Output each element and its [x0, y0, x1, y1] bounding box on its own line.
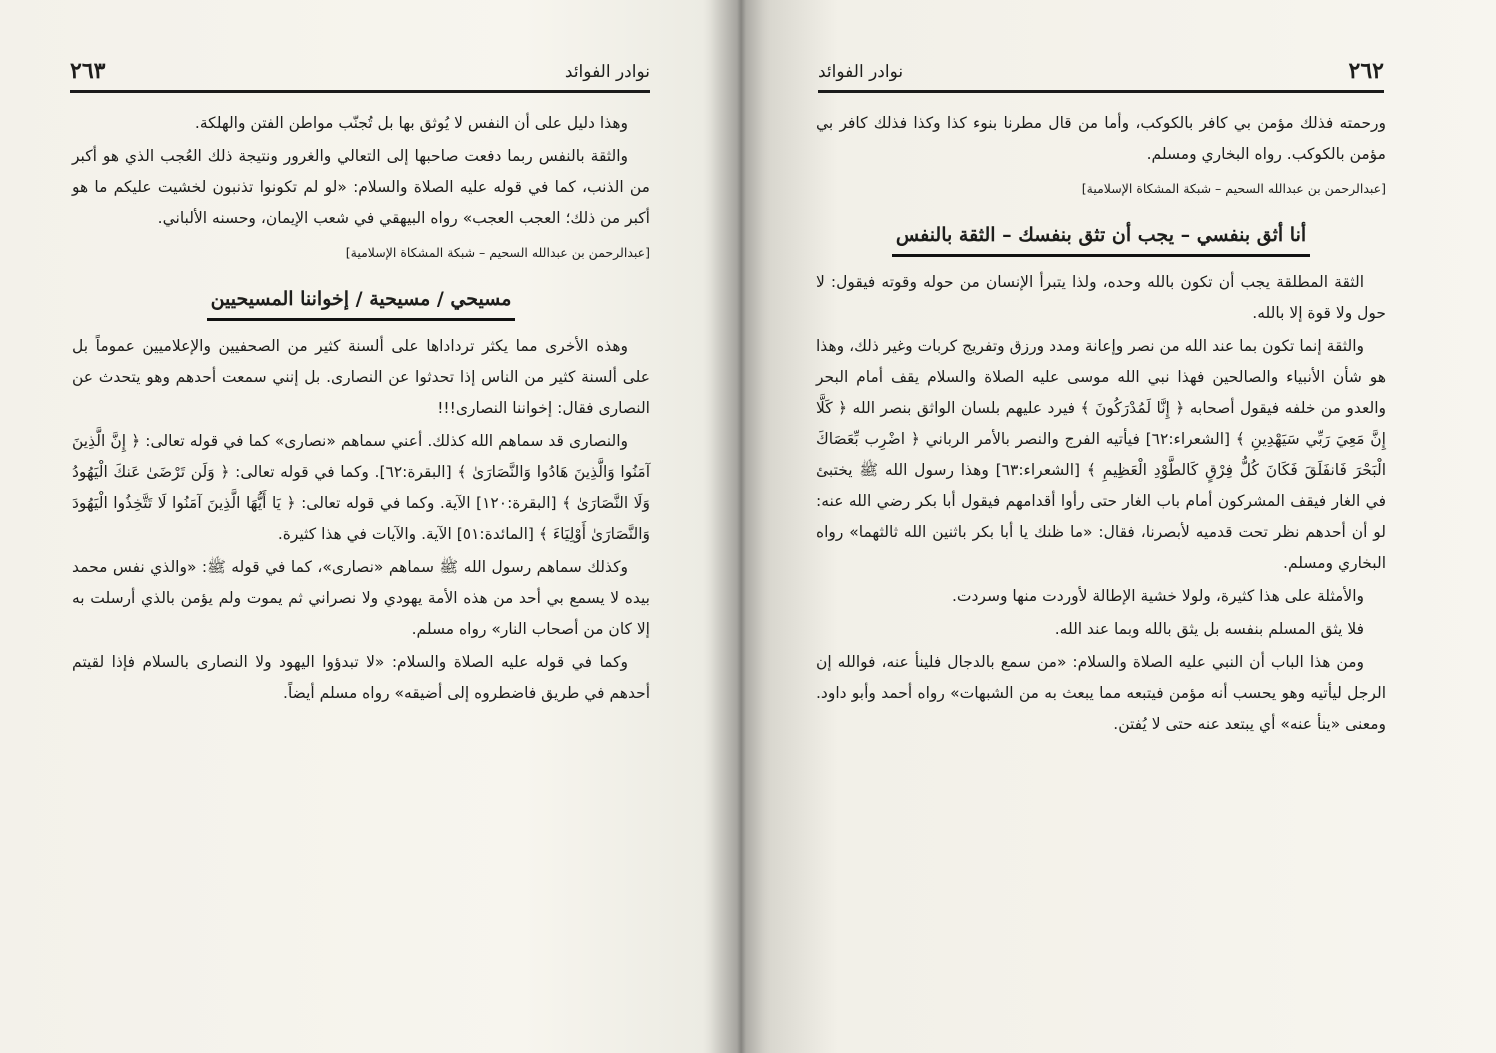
right-page — [756, 0, 1496, 1053]
left-page — [0, 0, 740, 1053]
paragraph: ورحمته فذلك مؤمن بي كافر بالكوكب، وأما من قال مطرنا بنوء كذا وكذا فذلك كافر بي مؤمن بالكوكب. رواه البخاري ومسلم. — [816, 114, 1386, 163]
paragraph: وكما في قوله عليه الصلاة والسلام: «لا تبدؤوا اليهود ولا النصارى بالسلام فإذا لقيتم أحدهم في طريق فاضطروه إلى أضيقه» رواه مسلم أيضاً. — [72, 653, 650, 702]
header-rule — [70, 90, 650, 93]
left-running-head — [70, 58, 650, 90]
section-heading — [816, 218, 1386, 257]
paragraph: والثقة بالنفس ربما دفعت صاحبها إلى التعالي والغرور ونتيجة ذلك العُجب الذي هو أكبر من الذنب، كما في قوله عليه الصلاة والسلام: «لو لم تكونوا تذنبون لخشيت عليكم ما هو أكبر من ذلك؛ العجب العجب» رواه البيهقي في شعب الإيمان، وحسنه الألباني. — [72, 147, 650, 227]
paragraph: الثقة المطلقة يجب أن تكون بالله وحده، ولذا يتبرأ الإنسان من حوله وقوته فيقول: لا حول ولا قوة إلا بالله. — [816, 273, 1386, 322]
left-page-number: ٢٦٣ — [70, 58, 106, 84]
source-citation: [عبدالرحمن بن عبدالله السحيم – شبكة المشكاة الإسلامية] — [1081, 181, 1386, 196]
paragraph: فلا يثق المسلم بنفسه بل يثق بالله وبما عند الله. — [1054, 620, 1364, 638]
paragraph: وهذه الأخرى مما يكثر ترداداها على ألسنة كثير من الصحفيين والإعلاميين عموماً بل على ألسنة كثير من الناس إذا تحدثوا عن النصارى. بل إنني سمعت أحدهم وهو يتحدث عن النصارى فقال: إخواننا النصارى!!! — [72, 337, 650, 417]
paragraph: والثقة إنما تكون بما عند الله من نصر وإعانة ومدد ورزق وتفريج كربات وغير ذلك، وهذا هو شأن الأنبياء والصالحين فهذا نبي الله موسى عليه الصلاة والسلام يقف أمام البحر والعدو من خلفه فيقول أصحابه ﴿ إِنَّا لَمُدْرَكُونَ ﴾ فيرد عليهم بلسان الواثق بنصر الله ﴿ كَلَّا إِنَّ مَعِيَ رَبِّي سَيَهْدِينِ ﴾ [الشعراء:٦٢] فيأتيه الفرج والنصر بالأمر الرباني ﴿ اضْرِب بِّعَصَاكَ الْبَحْرَ فَانفَلَقَ فَكَانَ كُلُّ فِرْقٍ كَالطَّوْدِ الْعَظِيمِ ﴾ [الشعراء:٦٣] وهذا رسول الله ﷺ يختبئ في الغار فيقف المشركون أمام باب الغار حتى رأوا أقدامهم فيقول أبا بكر رضي الله عنه: لو أن أحدهم نظر تحت قدميه لأبصرنا، فقال: «ما ظنك يا أبا بكر باثنين الله ثالثهما» رواه البخاري ومسلم. — [816, 337, 1386, 572]
source-citation: [عبدالرحمن بن عبدالله السحيم – شبكة المشكاة الإسلامية] — [345, 245, 650, 260]
left-running-title: نوادر الفوائد — [564, 62, 650, 82]
header-rule — [818, 90, 1384, 93]
left-body — [72, 108, 650, 711]
paragraph: والأمثلة على هذا كثيرة، ولولا خشية الإطالة لأوردت منها وسردت. — [951, 587, 1364, 605]
paragraph: وكذلك سماهم رسول الله ﷺ سماهم «نصارى»، كما في قوله ﷺ: «والذي نفس محمد بيده لا يسمع بي أحد من هذه الأمة يهودي ولا نصراني ثم يموت ولم يؤمن بالذي أرسلت به إلا كان من أصحاب النار» رواه مسلم. — [72, 558, 650, 638]
paragraph: ومن هذا الباب أن النبي عليه الصلاة والسلام: «من سمع بالدجال فلينأ عنه، فوالله إن الرجل ليأتيه وهو يحسب أنه مؤمن فيتبعه مما يبعث به من الشبهات» رواه أحمد وأبو داود. ومعنى «ينأ عنه» أي يبتعد عنه حتى لا يُفتن. — [816, 653, 1386, 733]
section-heading — [72, 282, 650, 321]
right-body — [816, 108, 1386, 742]
section-heading-text: مسيحي / مسيحية / إخواننا المسيحيين — [207, 282, 516, 321]
right-page-number: ٢٦٢ — [1348, 58, 1384, 84]
paragraph: وهذا دليل على أن النفس لا يُوثق بها بل تُجنّب مواطن الفتن والهلكة. — [194, 114, 628, 132]
right-running-head — [818, 58, 1384, 90]
section-heading-text: أنا أثق بنفسي – يجب أن تثق بنفسك – الثقة بالنفس — [892, 218, 1310, 257]
paragraph: والنصارى قد سماهم الله كذلك. أعني سماهم «نصارى» كما في قوله تعالى: ﴿ إِنَّ الَّذِينَ آمَنُوا وَالَّذِينَ هَادُوا وَالنَّصَارَىٰ ﴾ [البقرة:٦٢]. وكما في قوله تعالى: ﴿ وَلَن تَرْضَىٰ عَنكَ الْيَهُودُ وَلَا النَّصَارَىٰ ﴾ [البقرة:١٢٠] الآية. وكما في قوله تعالى: ﴿ يَا أَيُّهَا الَّذِينَ آمَنُوا لَا تَتَّخِذُوا الْيَهُودَ وَالنَّصَارَىٰ أَوْلِيَاءَ ﴾ [المائدة:٥١] الآية. والآيات في هذا كثيرة. — [72, 432, 650, 543]
right-running-title: نوادر الفوائد — [818, 62, 904, 82]
